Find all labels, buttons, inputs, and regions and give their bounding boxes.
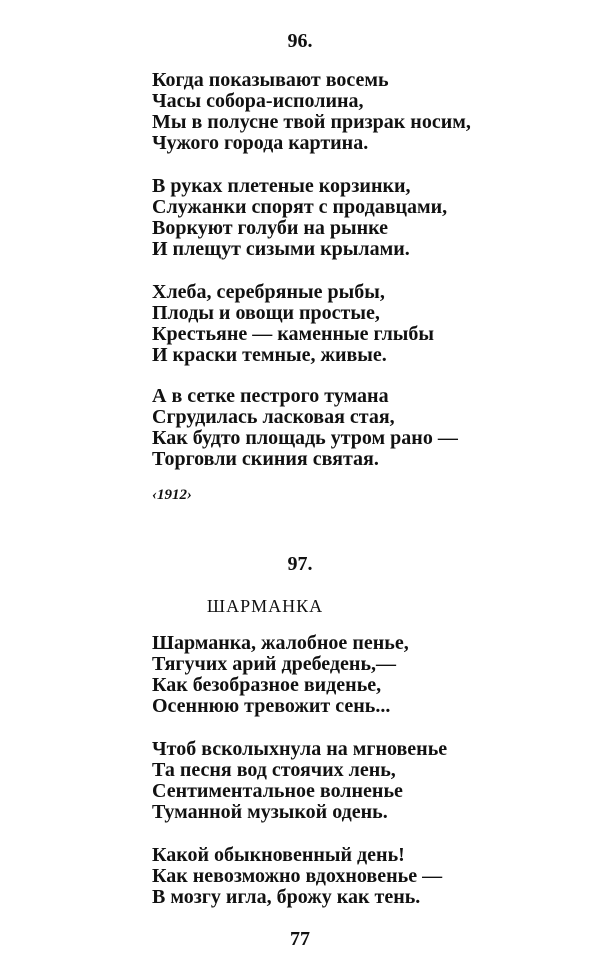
verse-line: Тягучих арий дребедень,—: [152, 653, 397, 675]
verse-line: Служанки спорят с продавцами,: [152, 196, 448, 218]
verse-line: В мозгу игла, брожу как тень.: [152, 886, 421, 908]
poem-96-date: ‹1912›: [152, 487, 192, 503]
poem-96-stanza-3: [152, 282, 434, 366]
verse-line: Сгрудилась ласковая стая,: [152, 406, 395, 428]
poem-97-number: 97.: [287, 553, 313, 575]
verse-line: Как невозможно вдохновенье —: [152, 865, 443, 887]
verse-line: И краски темные, живые.: [152, 344, 387, 366]
verse-line: И плещут сизыми крылами.: [152, 238, 410, 260]
verse-line: Торговли скиния святая.: [152, 448, 379, 470]
verse-line: В руках плетеные корзинки,: [152, 175, 411, 197]
verse-line: Когда показывают восемь: [152, 69, 389, 91]
poem-96-stanza-2: [152, 176, 447, 260]
verse-line: Мы в полусне твой призрак носим,: [152, 111, 471, 133]
poem-96-number: 96.: [287, 30, 313, 52]
verse-line: Как безобразное виденье,: [152, 674, 382, 696]
verse-line: Часы собора-исполина,: [152, 90, 364, 112]
verse-line: Туманной музыкой одень.: [152, 801, 388, 823]
poem-96-stanza-1: [152, 70, 471, 154]
verse-line: Та песня вод стоячих лень,: [152, 759, 396, 781]
page-number: 77: [290, 928, 310, 950]
poem-97-stanza-3: [152, 845, 442, 908]
verse-line: Плоды и овощи простые,: [152, 302, 380, 324]
poem-97-stanza-1: [152, 633, 409, 717]
verse-line: Осеннюю тревожит сень...: [152, 695, 391, 717]
verse-line: Сентиментальное волненье: [152, 780, 403, 802]
verse-line: Чужого города картина.: [152, 132, 369, 154]
verse-line: Как будто площадь утром рано —: [152, 427, 458, 449]
poem-96-stanza-4: [152, 386, 458, 470]
verse-line: А в сетке пестрого тумана: [152, 385, 389, 407]
poem-97-title: ШАРМАНКА: [206, 596, 324, 616]
verse-line: Воркуют голуби на рынке: [152, 217, 389, 239]
verse-line: Шарманка, жалобное пенье,: [152, 632, 409, 654]
verse-line: Какой обыкновенный день!: [152, 844, 405, 866]
verse-line: Чтоб всколыхнула на мгновенье: [152, 738, 448, 760]
poem-97-stanza-2: [152, 739, 447, 823]
verse-line: Хлеба, серебряные рыбы,: [152, 281, 385, 303]
verse-line: Крестьяне — каменные глыбы: [152, 323, 435, 345]
